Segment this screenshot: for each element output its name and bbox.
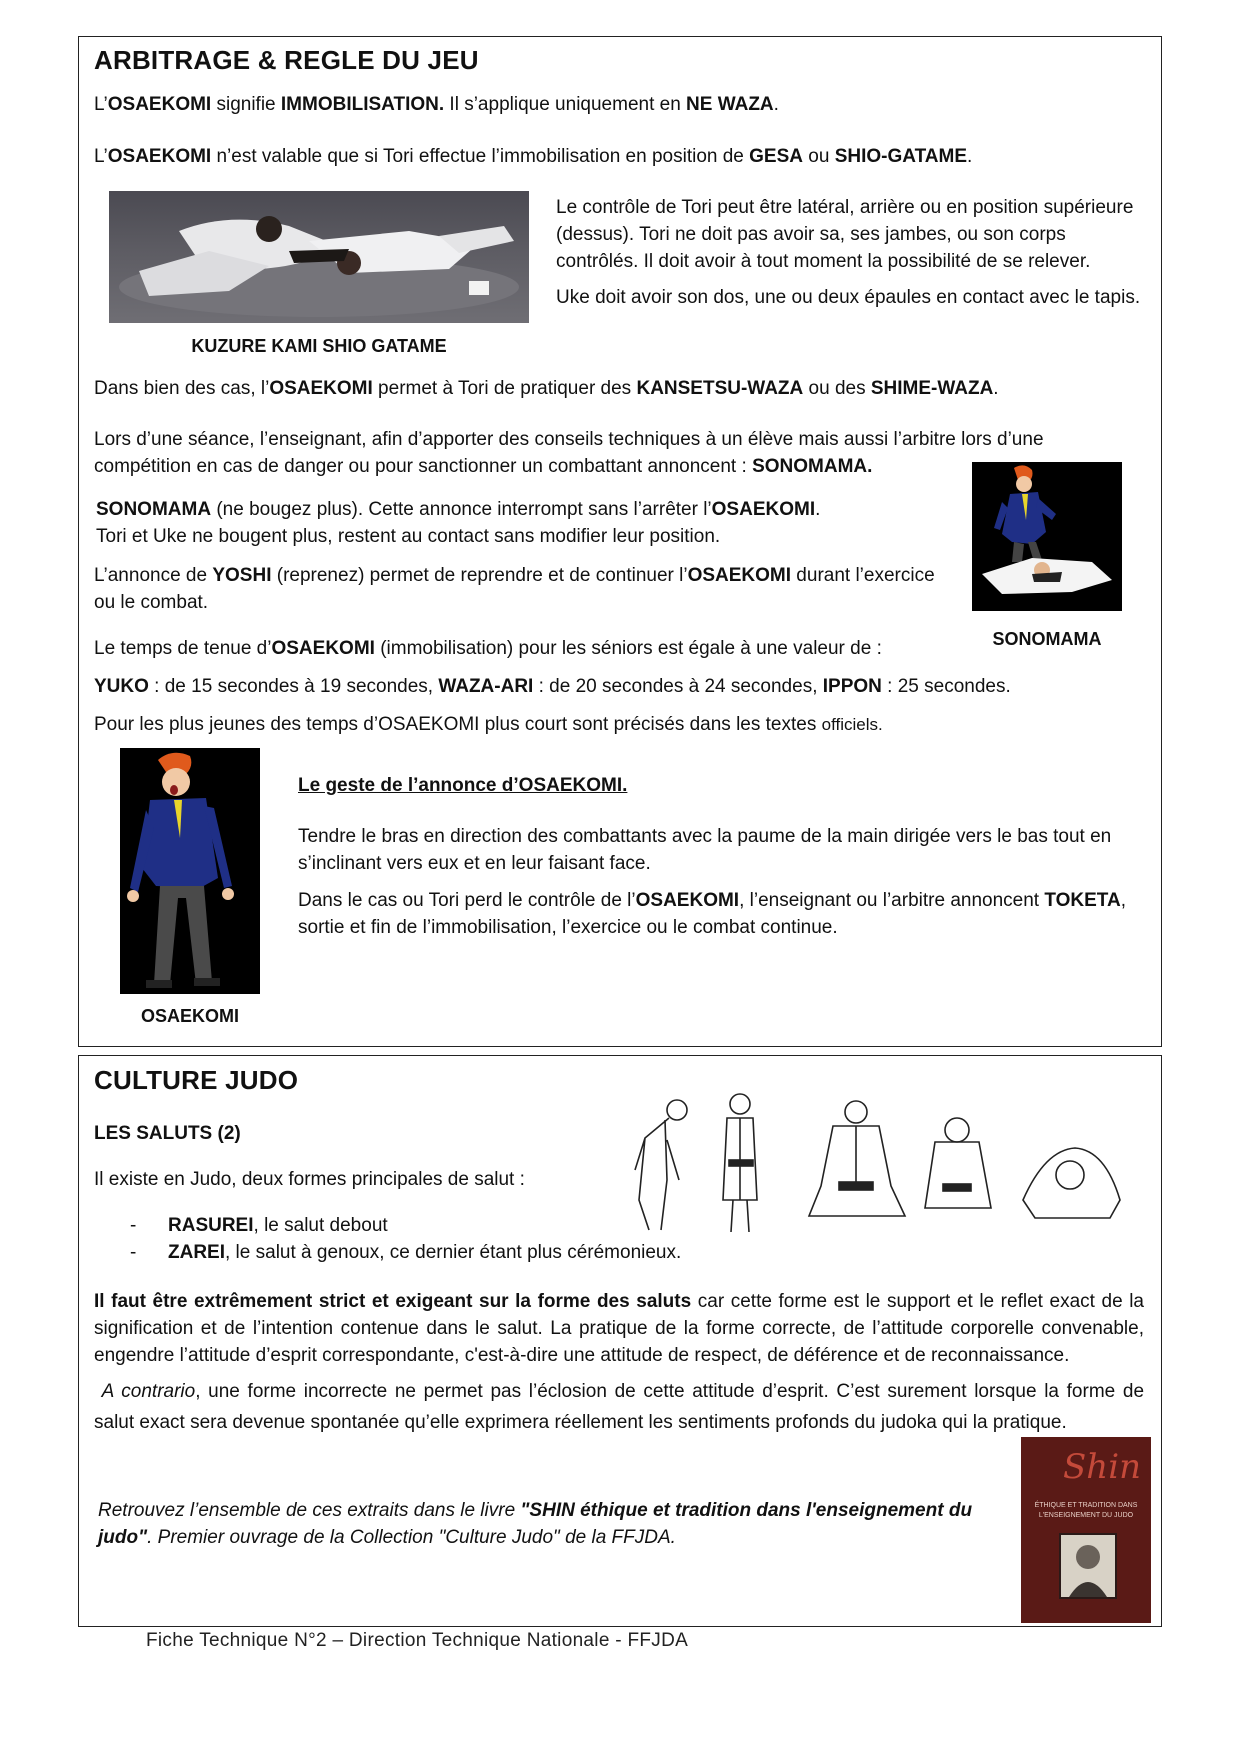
osaekomi-illustration xyxy=(120,748,260,994)
book-portrait xyxy=(1059,1533,1117,1599)
paragraph-tenue: Le temps de tenue d’OSAEKOMI (immobilisation) pour les séniors est égale à une valeur de : xyxy=(94,638,882,659)
judo-pin-photo xyxy=(109,191,529,323)
paragraph-jeunes: Pour les plus jeunes des temps d’OSAEKOMI plus court sont précisés dans les textes officiels. xyxy=(94,714,883,735)
book-title: Shin xyxy=(1063,1447,1141,1487)
list-item: - RASUREI, le salut debout xyxy=(130,1215,388,1236)
paragraph-contrario: A contrario, une forme incorrecte ne permet pas l’éclosion de cette attitude d’esprit. C’est surement lorsque la forme de salut exact sera devenue spontanée qu’elle exprimera réellement les sentiments profonds du judoka qui la pratique. xyxy=(94,1381,1145,1433)
paragraph-intro: Il existe en Judo, deux formes principales de salut : xyxy=(94,1169,525,1190)
paragraph-sonomama: SONOMAMA (ne bougez plus). Cette annonce interrompt sans l’arrêter l’OSAEKOMI. Tori et Uke ne bougent plus, restent au contact sans modifier leur position. xyxy=(96,499,821,547)
paragraph-yoshi: L’annonce de YOSHI (reprenez) permet de reprendre et de continuer l’OSAEKOMI durant l’exercice ou le combat. xyxy=(94,565,935,613)
osaekomi-caption: OSAEKOMI xyxy=(140,1006,239,1026)
photo-caption: KUZURE KAMI SHIO GATAME xyxy=(191,336,447,356)
page-footer: Fiche Technique N°2 – Direction Technique Nationale - FFJDA xyxy=(146,1630,689,1651)
paragraph-kansetsu: Dans bien des cas, l’OSAEKOMI permet à Tori de pratiquer des KANSETSU-WAZA ou des SHIME-WAZA. xyxy=(94,378,999,399)
book-subtitle: ÉTHIQUE ET TRADITION DANS L'ENSEIGNEMENT DU JUDO xyxy=(1034,1502,1138,1519)
list-item: - ZAREI, le salut à genoux, ce dernier étant plus cérémonieux. xyxy=(130,1242,682,1263)
paragraph-definition: L’OSAEKOMI signifie IMMOBILISATION. Il s’applique uniquement en NE WAZA. xyxy=(94,94,779,115)
paragraph-uke-back: Uke doit avoir son dos, une ou deux épaules en contact avec le tapis. xyxy=(556,287,1141,308)
subtitle-saluts: LES SALUTS (2) xyxy=(94,1123,241,1144)
section-title: ARBITRAGE & REGLE DU JEU xyxy=(94,45,479,75)
gesture-title: Le geste de l’annonce d’OSAEKOMI. xyxy=(298,775,628,796)
paragraph-seance: Lors d’une séance, l’enseignant, afin d’apporter des conseils techniques à un élève mais aussi l’arbitre lors d’une compétition en cas de danger ou pour sanctionner un combattant annoncent : SONOMAMA. xyxy=(94,429,1044,477)
paragraph-gesture: Tendre le bras en direction des combattants avec la paume de la main dirigée vers le bas tout en s’inclinant vers eux et en leur faisant face. xyxy=(298,826,1112,874)
paragraph-scores: YUKO : de 15 secondes à 19 secondes, WAZA-ARI : de 20 secondes à 24 secondes, IPPON : 25 secondes. xyxy=(94,676,1011,697)
paragraph-validity: L’OSAEKOMI n’est valable que si Tori effectue l’immobilisation en position de GESA ou SHIO-GATAME. xyxy=(94,146,973,167)
paragraph-strict: Il faut être extrêmement strict et exigeant sur la forme des saluts car cette forme est le support et le reflet exact de la signification et de l’intention contenue dans le salut. La pratique de la forme correcte, de l’attitude corporelle convenable, engendre l’attitude d’esprit correspondante, c'est-à-dire une attitude de respect, de déférence et de reconnaissance. xyxy=(94,1291,1144,1366)
salut-sketches xyxy=(605,1090,1145,1240)
paragraph-control: Le contrôle de Tori peut être latéral, arrière ou en position supérieure (dessus). Tori ne doit pas avoir sa, ses jambes, ou son corps contrôlés. Il doit avoir à tout moment la possibilité de se relever. xyxy=(556,197,1134,272)
paragraph-toketa: Dans le cas ou Tori perd le contrôle de l’OSAEKOMI, l’enseignant ou l’arbitre annoncent TOKETA, sortie et fin de l’immobilisation, l’exercice ou le combat continue. xyxy=(298,890,1126,938)
book-cover-image xyxy=(1021,1437,1151,1623)
paragraph-book: Retrouvez l’ensemble de ces extraits dans le livre "SHIN éthique et tradition dans l'enseignement du judo". Premier ouvrage de la Collection "Culture Judo" de la FFJDA. xyxy=(98,1500,973,1548)
sonomama-illustration xyxy=(972,462,1122,611)
section-title-culture: CULTURE JUDO xyxy=(94,1065,299,1095)
sonomama-caption: SONOMAMA xyxy=(992,629,1102,649)
